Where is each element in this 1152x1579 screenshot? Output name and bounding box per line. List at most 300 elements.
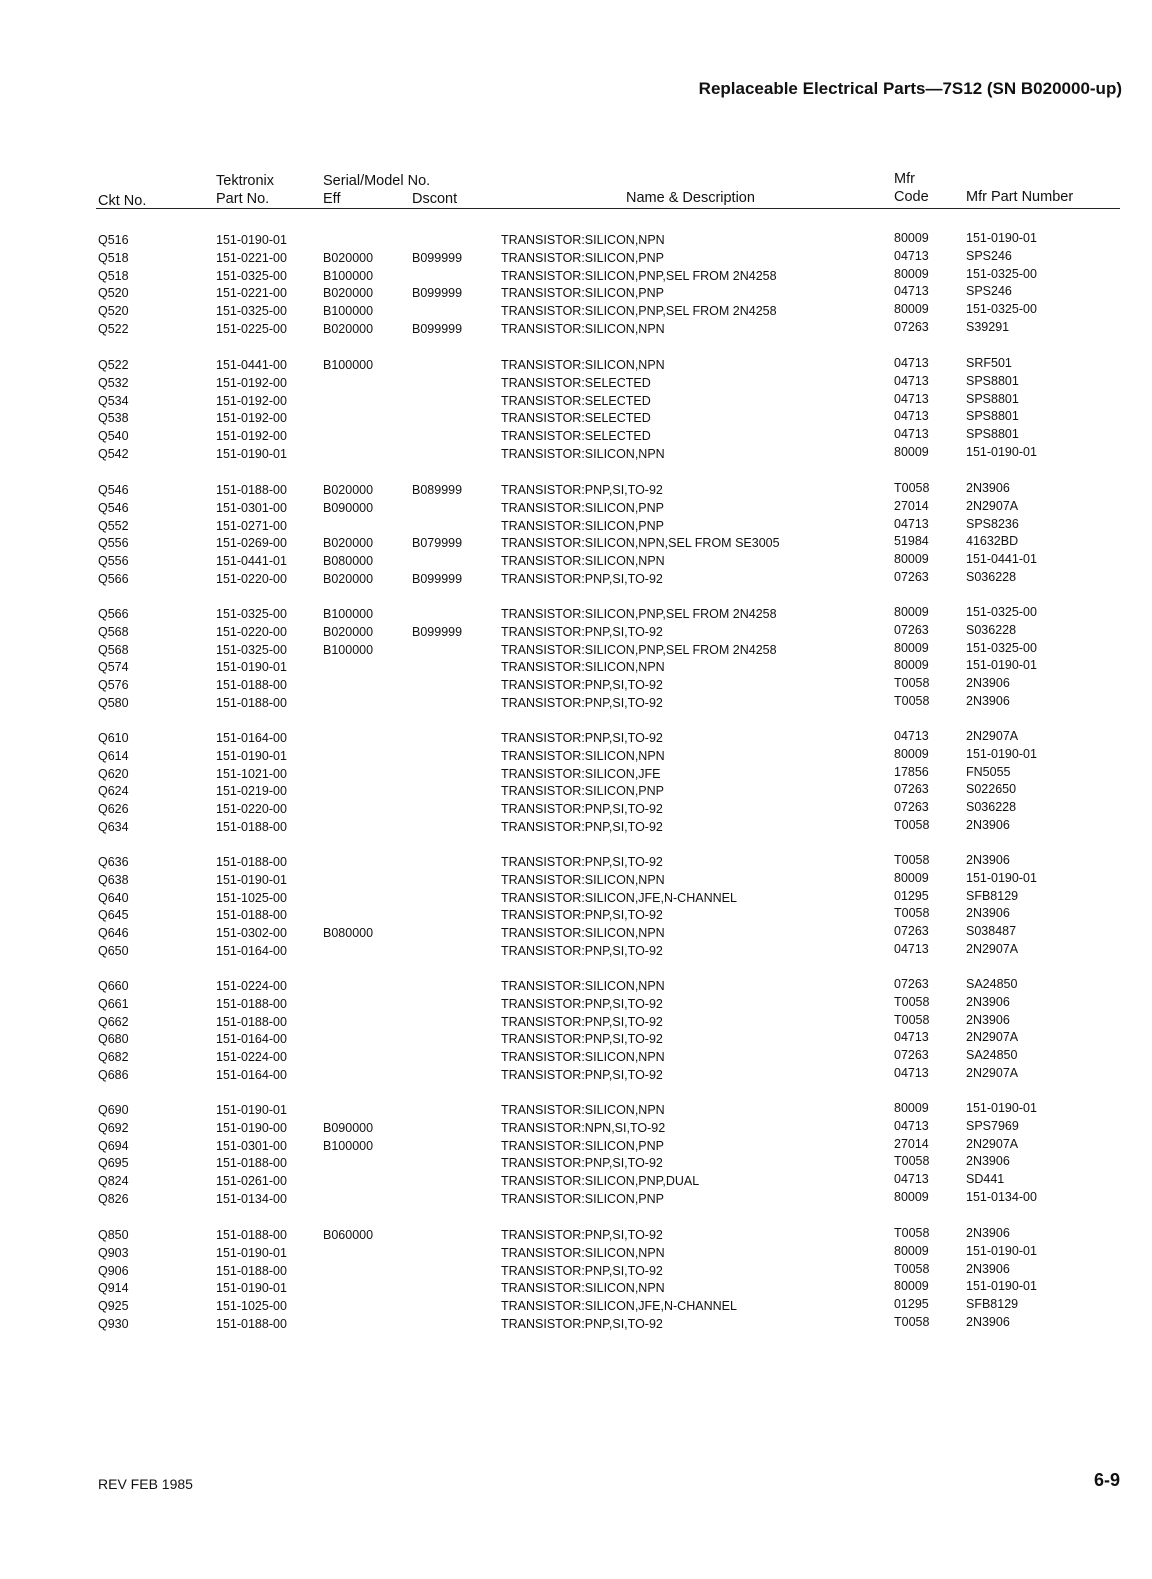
part-no-cell: 151-0302-00	[216, 926, 287, 941]
mfr-code-cell: 04713	[894, 516, 929, 531]
mfr-part-number-cell: SA24850	[966, 1048, 1018, 1063]
name-description-cell: TRANSISTOR:SELECTED	[501, 411, 651, 426]
part-no-cell: 151-0192-00	[216, 393, 287, 408]
name-description-cell: TRANSISTOR:PNP,SI,TO-92	[501, 996, 663, 1011]
header-mfr-part-number: Mfr Part Number	[966, 189, 1074, 205]
name-description-cell: TRANSISTOR:SILICON,NPN	[501, 926, 665, 941]
mfr-part-number-cell: 151-0190-01	[966, 1101, 1037, 1115]
name-description-cell: TRANSISTOR:SILICON,NPN	[501, 1103, 665, 1117]
table-row	[0, 1192, 1152, 1210]
dscont-cell: B089999	[412, 483, 463, 497]
ckt-no-cell: Q662	[98, 1014, 129, 1029]
mfr-code-cell: 07263	[894, 622, 929, 637]
revision-date: REV FEB 1985	[98, 1476, 193, 1492]
name-description-cell: TRANSISTOR:SILICON,PNP,SEL FROM 2N4258	[501, 642, 777, 657]
part-no-cell: 151-0188-00	[216, 820, 287, 834]
table-row	[0, 322, 1152, 340]
name-description-cell: TRANSISTOR:SILICON,NPN	[501, 447, 665, 461]
part-no-cell: 151-0190-01	[216, 872, 287, 887]
mfr-code-cell: T0058	[894, 694, 930, 708]
part-no-cell: 151-0188-00	[216, 1228, 287, 1242]
mfr-part-number-cell: SRF501	[966, 356, 1012, 370]
table-row	[0, 1068, 1152, 1086]
mfr-code-cell: T0058	[894, 1012, 930, 1027]
name-description-cell: TRANSISTOR:SILICON,PNP,SEL FROM 2N4258	[501, 268, 777, 283]
header-serial-model-no: Serial/Model No.	[323, 173, 431, 189]
mfr-part-number-cell: SFB8129	[966, 1297, 1019, 1312]
mfr-code-cell: 80009	[894, 1279, 929, 1294]
dscont-cell: B099999	[412, 624, 463, 639]
mfr-part-number-cell: 2N3906	[966, 818, 1010, 832]
name-description-cell: TRANSISTOR:SILICON,NPN	[501, 358, 665, 372]
ckt-no-cell: Q661	[98, 996, 129, 1011]
mfr-code-cell: 04713	[894, 729, 929, 743]
name-description-cell: TRANSISTOR:PNP,SI,TO-92	[501, 1263, 663, 1278]
part-no-cell: 151-0220-00	[216, 802, 287, 817]
mfr-code-cell: 04713	[894, 1030, 929, 1045]
name-description-cell: TRANSISTOR:SILICON,PNP	[501, 1192, 664, 1206]
ckt-no-cell: Q640	[98, 890, 129, 905]
mfr-part-number-cell: SPS8801	[966, 427, 1019, 442]
mfr-code-cell: 80009	[894, 266, 929, 281]
mfr-part-number-cell: 2N3906	[966, 853, 1010, 867]
dscont-cell: B079999	[412, 536, 463, 551]
header-mfr: Mfr	[894, 171, 915, 187]
ckt-no-cell: Q520	[98, 304, 129, 319]
ckt-no-cell: Q580	[98, 696, 129, 710]
mfr-part-number-cell: 2N3906	[966, 1226, 1010, 1240]
mfr-code-cell: 17856	[894, 764, 929, 779]
name-description-cell: TRANSISTOR:PNP,SI,TO-92	[501, 1156, 663, 1171]
part-no-cell: 151-0220-00	[216, 624, 287, 639]
mfr-part-number-cell: 2N2907A	[966, 1066, 1019, 1080]
mfr-code-cell: 04713	[894, 1118, 929, 1133]
mfr-part-number-cell: S036228	[966, 570, 1017, 584]
mfr-part-number-cell: S036228	[966, 800, 1017, 815]
part-no-cell: 151-0188-00	[216, 1317, 287, 1331]
mfr-part-number-cell: SPS7969	[966, 1118, 1019, 1133]
name-description-cell: TRANSISTOR:SILICON,PNP	[501, 286, 664, 301]
dscont-cell: B099999	[412, 322, 463, 336]
name-description-cell: TRANSISTOR:PNP,SI,TO-92	[501, 483, 663, 497]
header-name-description: Name & Description	[626, 190, 755, 206]
mfr-part-number-cell: 151-0190-01	[966, 658, 1037, 673]
ckt-no-cell: Q566	[98, 572, 129, 586]
name-description-cell: TRANSISTOR:PNP,SI,TO-92	[501, 572, 663, 586]
ckt-no-cell: Q568	[98, 624, 129, 639]
mfr-code-cell: 07263	[894, 924, 929, 939]
part-no-cell: 151-0164-00	[216, 944, 287, 958]
ckt-no-cell: Q906	[98, 1263, 129, 1278]
eff-cell: B100000	[323, 358, 374, 372]
part-no-cell: 151-0164-00	[216, 1032, 287, 1047]
mfr-part-number-cell: 151-0190-01	[966, 746, 1037, 761]
header-dscont: Dscont	[412, 191, 458, 207]
ckt-no-cell: Q532	[98, 375, 129, 390]
ckt-no-cell: Q566	[98, 607, 129, 621]
part-no-cell: 151-0190-00	[216, 1120, 287, 1135]
mfr-part-number-cell: 151-0190-01	[966, 445, 1037, 459]
part-no-cell: 151-0192-00	[216, 411, 287, 426]
eff-cell: B020000	[323, 536, 374, 551]
name-description-cell: TRANSISTOR:SELECTED	[501, 375, 651, 390]
table-row	[0, 572, 1152, 590]
name-description-cell: TRANSISTOR:SILICON,NPN	[501, 872, 665, 887]
part-no-cell: 151-0188-00	[216, 1263, 287, 1278]
name-description-cell: TRANSISTOR:PNP,SI,TO-92	[501, 1014, 663, 1029]
mfr-part-number-cell: 2N2907A	[966, 498, 1019, 513]
ckt-no-cell: Q680	[98, 1032, 129, 1047]
name-description-cell: TRANSISTOR:SILICON,NPN,SEL FROM SE3005	[501, 536, 780, 551]
mfr-code-cell: 80009	[894, 870, 929, 885]
eff-cell: B020000	[323, 483, 374, 497]
mfr-code-cell: T0058	[894, 1226, 930, 1240]
dscont-cell: B099999	[412, 250, 463, 265]
mfr-code-cell: 80009	[894, 746, 929, 761]
mfr-part-number-cell: SPS8236	[966, 516, 1019, 531]
name-description-cell: TRANSISTOR:SILICON,PNP	[501, 250, 664, 265]
part-no-cell: 151-1021-00	[216, 766, 287, 781]
part-no-cell: 151-0221-00	[216, 250, 287, 265]
mfr-code-cell: 04713	[894, 356, 929, 370]
ckt-no-cell: Q620	[98, 766, 129, 781]
mfr-part-number-cell: 151-0134-00	[966, 1190, 1037, 1204]
mfr-part-number-cell: SA24850	[966, 977, 1018, 991]
mfr-part-number-cell: 2N3906	[966, 1315, 1010, 1329]
header-tektronix: Tektronix	[216, 173, 275, 189]
mfr-code-cell: 80009	[894, 445, 929, 459]
mfr-code-cell: T0058	[894, 1154, 930, 1169]
table-row	[0, 1317, 1152, 1335]
ckt-no-cell: Q534	[98, 393, 129, 408]
ckt-no-cell: Q638	[98, 872, 129, 887]
mfr-part-number-cell: SPS8801	[966, 391, 1019, 406]
mfr-part-number-cell: 2N3906	[966, 694, 1010, 708]
mfr-part-number-cell: 2N3906	[966, 1154, 1010, 1169]
part-no-cell: 151-0301-00	[216, 1138, 287, 1153]
part-no-cell: 151-0134-00	[216, 1192, 287, 1206]
part-no-cell: 151-0190-01	[216, 748, 287, 763]
mfr-code-cell: 04713	[894, 284, 929, 299]
mfr-part-number-cell: S39291	[966, 320, 1010, 334]
ckt-no-cell: Q692	[98, 1120, 129, 1135]
name-description-cell: TRANSISTOR:SILICON,PNP	[501, 500, 664, 515]
name-description-cell: TRANSISTOR:SILICON,PNP,SEL FROM 2N4258	[501, 304, 777, 319]
name-description-cell: TRANSISTOR:PNP,SI,TO-92	[501, 678, 663, 693]
name-description-cell: TRANSISTOR:SILICON,NPN	[501, 554, 665, 569]
mfr-code-cell: 80009	[894, 552, 929, 567]
mfr-code-cell: 07263	[894, 782, 929, 797]
name-description-cell: TRANSISTOR:SELECTED	[501, 393, 651, 408]
mfr-part-number-cell: 151-0325-00	[966, 640, 1037, 655]
part-no-cell: 151-0221-00	[216, 286, 287, 301]
eff-cell: B100000	[323, 268, 374, 283]
mfr-part-number-cell: 2N2907A	[966, 729, 1019, 743]
ckt-no-cell: Q646	[98, 926, 129, 941]
header-ckt-no: Ckt No.	[98, 193, 147, 209]
name-description-cell: TRANSISTOR:SILICON,JFE	[501, 766, 661, 781]
name-description-cell: TRANSISTOR:SILICON,NPN	[501, 660, 665, 675]
mfr-part-number-cell: SPS246	[966, 284, 1012, 299]
mfr-code-cell: 80009	[894, 658, 929, 673]
part-no-cell: 151-0220-00	[216, 572, 287, 586]
name-description-cell: TRANSISTOR:PNP,SI,TO-92	[501, 1317, 663, 1331]
mfr-code-cell: 04713	[894, 248, 929, 263]
ckt-no-cell: Q546	[98, 500, 129, 515]
ckt-no-cell: Q518	[98, 250, 129, 265]
mfr-code-cell: 04713	[894, 427, 929, 442]
part-no-cell: 151-0225-00	[216, 322, 287, 336]
part-no-cell: 151-0190-01	[216, 447, 287, 461]
mfr-code-cell: 51984	[894, 534, 929, 549]
name-description-cell: TRANSISTOR:NPN,SI,TO-92	[501, 1120, 666, 1135]
mfr-part-number-cell: 151-0325-00	[966, 302, 1037, 317]
ckt-no-cell: Q556	[98, 554, 129, 569]
name-description-cell: TRANSISTOR:SELECTED	[501, 429, 651, 444]
part-no-cell: 151-0188-00	[216, 483, 287, 497]
mfr-code-cell: T0058	[894, 853, 930, 867]
part-no-cell: 151-0269-00	[216, 536, 287, 551]
ckt-no-cell: Q824	[98, 1174, 129, 1189]
name-description-cell: TRANSISTOR:PNP,SI,TO-92	[501, 820, 663, 834]
eff-cell: B100000	[323, 607, 374, 621]
mfr-part-number-cell: SPS8801	[966, 373, 1019, 388]
part-no-cell: 151-0271-00	[216, 518, 287, 533]
mfr-part-number-cell: 2N2907A	[966, 942, 1019, 956]
name-description-cell: TRANSISTOR:PNP,SI,TO-92	[501, 624, 663, 639]
part-no-cell: 151-0325-00	[216, 642, 287, 657]
mfr-code-cell: 04713	[894, 391, 929, 406]
name-description-cell: TRANSISTOR:PNP,SI,TO-92	[501, 1228, 663, 1242]
name-description-cell: TRANSISTOR:SILICON,JFE,N-CHANNEL	[501, 890, 737, 905]
ckt-no-cell: Q690	[98, 1103, 129, 1117]
ckt-no-cell: Q624	[98, 784, 129, 799]
eff-cell: B090000	[323, 1120, 374, 1135]
mfr-code-cell: 80009	[894, 302, 929, 317]
name-description-cell: TRANSISTOR:PNP,SI,TO-92	[501, 696, 663, 710]
name-description-cell: TRANSISTOR:SILICON,PNP	[501, 518, 664, 533]
mfr-code-cell: 07263	[894, 1048, 929, 1063]
ckt-no-cell: Q850	[98, 1228, 129, 1242]
mfr-code-cell: T0058	[894, 1261, 930, 1276]
ckt-no-cell: Q930	[98, 1317, 129, 1331]
mfr-code-cell: 01295	[894, 888, 929, 903]
ckt-no-cell: Q552	[98, 518, 129, 533]
name-description-cell: TRANSISTOR:SILICON,NPN	[501, 1050, 665, 1065]
mfr-part-number-cell: 2N2907A	[966, 1030, 1019, 1045]
page-title: Replaceable Electrical Parts—7S12 (SN B020000-up)	[698, 79, 1122, 98]
ckt-no-cell: Q614	[98, 748, 129, 763]
mfr-code-cell: 27014	[894, 498, 929, 513]
mfr-part-number-cell: 151-0325-00	[966, 605, 1037, 619]
mfr-part-number-cell: SD441	[966, 1172, 1005, 1187]
dscont-cell: B099999	[412, 286, 463, 301]
ckt-no-cell: Q686	[98, 1068, 129, 1082]
mfr-part-number-cell: 2N3906	[966, 1261, 1010, 1276]
mfr-part-number-cell: 2N3906	[966, 906, 1010, 921]
header-eff: Eff	[323, 191, 341, 207]
part-no-cell: 151-0192-00	[216, 375, 287, 390]
name-description-cell: TRANSISTOR:SILICON,PNP	[501, 784, 664, 799]
ckt-no-cell: Q516	[98, 233, 129, 247]
eff-cell: B080000	[323, 554, 374, 569]
part-no-cell: 151-0164-00	[216, 731, 287, 745]
mfr-code-cell: 80009	[894, 1101, 929, 1115]
name-description-cell: TRANSISTOR:SILICON,PNP,SEL FROM 2N4258	[501, 607, 777, 621]
eff-cell: B020000	[323, 624, 374, 639]
eff-cell: B020000	[323, 322, 374, 336]
header-part-no: Part No.	[216, 191, 270, 207]
mfr-part-number-cell: S022650	[966, 782, 1017, 797]
ckt-no-cell: Q903	[98, 1245, 129, 1260]
name-description-cell: TRANSISTOR:SILICON,PNP,DUAL	[501, 1174, 700, 1189]
mfr-code-cell: 27014	[894, 1136, 929, 1151]
ckt-no-cell: Q925	[98, 1299, 129, 1314]
part-no-cell: 151-0192-00	[216, 429, 287, 444]
eff-cell: B020000	[323, 250, 374, 265]
mfr-part-number-cell: 151-0190-01	[966, 870, 1037, 885]
mfr-code-cell: 01295	[894, 1297, 929, 1312]
mfr-code-cell: 04713	[894, 409, 929, 424]
mfr-code-cell: 04713	[894, 1066, 929, 1080]
mfr-code-cell: 07263	[894, 977, 929, 991]
part-no-cell: 151-0301-00	[216, 500, 287, 515]
eff-cell: B090000	[323, 500, 374, 515]
part-no-cell: 151-0325-00	[216, 607, 287, 621]
ckt-no-cell: Q636	[98, 855, 129, 869]
mfr-part-number-cell: 151-0190-01	[966, 1243, 1037, 1258]
part-no-cell: 151-0190-01	[216, 1281, 287, 1296]
ckt-no-cell: Q522	[98, 322, 129, 336]
ckt-no-cell: Q826	[98, 1192, 129, 1206]
mfr-code-cell: T0058	[894, 818, 930, 832]
mfr-code-cell: T0058	[894, 676, 930, 691]
mfr-part-number-cell: S036228	[966, 622, 1017, 637]
part-no-cell: 151-0188-00	[216, 908, 287, 923]
ckt-no-cell: Q576	[98, 678, 129, 693]
table-row	[0, 447, 1152, 465]
part-no-cell: 151-0190-01	[216, 233, 287, 247]
part-no-cell: 151-0441-01	[216, 554, 287, 569]
ckt-no-cell: Q645	[98, 908, 129, 923]
mfr-code-cell: T0058	[894, 1315, 930, 1329]
name-description-cell: TRANSISTOR:PNP,SI,TO-92	[501, 731, 663, 745]
ckt-no-cell: Q694	[98, 1138, 129, 1153]
ckt-no-cell: Q634	[98, 820, 129, 834]
ckt-no-cell: Q546	[98, 483, 129, 497]
eff-cell: B060000	[323, 1228, 374, 1242]
part-no-cell: 151-1025-00	[216, 890, 287, 905]
ckt-no-cell: Q568	[98, 642, 129, 657]
name-description-cell: TRANSISTOR:PNP,SI,TO-92	[501, 802, 663, 817]
name-description-cell: TRANSISTOR:SILICON,NPN	[501, 233, 665, 247]
ckt-no-cell: Q542	[98, 447, 129, 461]
mfr-part-number-cell: SPS8801	[966, 409, 1019, 424]
ckt-no-cell: Q660	[98, 979, 129, 993]
mfr-code-cell: 80009	[894, 640, 929, 655]
ckt-no-cell: Q574	[98, 660, 129, 675]
part-no-cell: 151-0325-00	[216, 268, 287, 283]
eff-cell: B100000	[323, 642, 374, 657]
part-no-cell: 151-0188-00	[216, 696, 287, 710]
mfr-part-number-cell: 2N3906	[966, 1012, 1010, 1027]
mfr-part-number-cell: SPS246	[966, 248, 1012, 263]
ckt-no-cell: Q522	[98, 358, 129, 372]
eff-cell: B020000	[323, 286, 374, 301]
mfr-code-cell: 04713	[894, 373, 929, 388]
mfr-part-number-cell: 2N3906	[966, 994, 1010, 1009]
mfr-part-number-cell: FN5055	[966, 764, 1011, 779]
eff-cell: B020000	[323, 572, 374, 586]
ckt-no-cell: Q520	[98, 286, 129, 301]
part-no-cell: 151-0325-00	[216, 304, 287, 319]
name-description-cell: TRANSISTOR:PNP,SI,TO-92	[501, 1032, 663, 1047]
name-description-cell: TRANSISTOR:SILICON,NPN	[501, 979, 665, 993]
ckt-no-cell: Q518	[98, 268, 129, 283]
mfr-part-number-cell: 2N3906	[966, 676, 1010, 691]
part-no-cell: 151-0224-00	[216, 1050, 287, 1065]
mfr-code-cell: 80009	[894, 605, 929, 619]
mfr-code-cell: 80009	[894, 1190, 929, 1204]
header-code: Code	[894, 189, 929, 205]
part-no-cell: 151-0188-00	[216, 855, 287, 869]
mfr-part-number-cell: SFB8129	[966, 888, 1019, 903]
dscont-cell: B099999	[412, 572, 463, 586]
part-no-cell: 151-0261-00	[216, 1174, 287, 1189]
part-no-cell: 151-0441-00	[216, 358, 287, 372]
mfr-part-number-cell: 151-0190-01	[966, 231, 1037, 245]
part-no-cell: 151-1025-00	[216, 1299, 287, 1314]
part-no-cell: 151-0224-00	[216, 979, 287, 993]
name-description-cell: TRANSISTOR:SILICON,NPN	[501, 748, 665, 763]
part-no-cell: 151-0190-01	[216, 1103, 287, 1117]
table-row	[0, 696, 1152, 714]
mfr-code-cell: 80009	[894, 231, 929, 245]
mfr-code-cell: 04713	[894, 1172, 929, 1187]
mfr-part-number-cell: 151-0325-00	[966, 266, 1037, 281]
mfr-part-number-cell: 151-0441-01	[966, 552, 1037, 567]
ckt-no-cell: Q610	[98, 731, 129, 745]
ckt-no-cell: Q682	[98, 1050, 129, 1065]
table-row	[0, 944, 1152, 962]
part-no-cell: 151-0190-01	[216, 1245, 287, 1260]
mfr-code-cell: 04713	[894, 942, 929, 956]
ckt-no-cell: Q650	[98, 944, 129, 958]
name-description-cell: TRANSISTOR:PNP,SI,TO-92	[501, 944, 663, 958]
mfr-part-number-cell: 2N3906	[966, 481, 1010, 495]
eff-cell: B100000	[323, 1138, 374, 1153]
part-no-cell: 151-0188-00	[216, 1014, 287, 1029]
ckt-no-cell: Q914	[98, 1281, 129, 1296]
name-description-cell: TRANSISTOR:SILICON,NPN	[501, 1245, 665, 1260]
mfr-part-number-cell: S038487	[966, 924, 1017, 939]
eff-cell: B080000	[323, 926, 374, 941]
ckt-no-cell: Q556	[98, 536, 129, 551]
table-row	[0, 820, 1152, 838]
name-description-cell: TRANSISTOR:SILICON,NPN	[501, 322, 665, 336]
name-description-cell: TRANSISTOR:SILICON,NPN	[501, 1281, 665, 1296]
part-no-cell: 151-0188-00	[216, 1156, 287, 1171]
ckt-no-cell: Q538	[98, 411, 129, 426]
ckt-no-cell: Q540	[98, 429, 129, 444]
mfr-code-cell: T0058	[894, 481, 930, 495]
mfr-code-cell: 80009	[894, 1243, 929, 1258]
mfr-part-number-cell: 2N2907A	[966, 1136, 1019, 1151]
name-description-cell: TRANSISTOR:PNP,SI,TO-92	[501, 855, 663, 869]
name-description-cell: TRANSISTOR:PNP,SI,TO-92	[501, 1068, 663, 1082]
mfr-code-cell: 07263	[894, 320, 929, 334]
mfr-code-cell: T0058	[894, 994, 930, 1009]
